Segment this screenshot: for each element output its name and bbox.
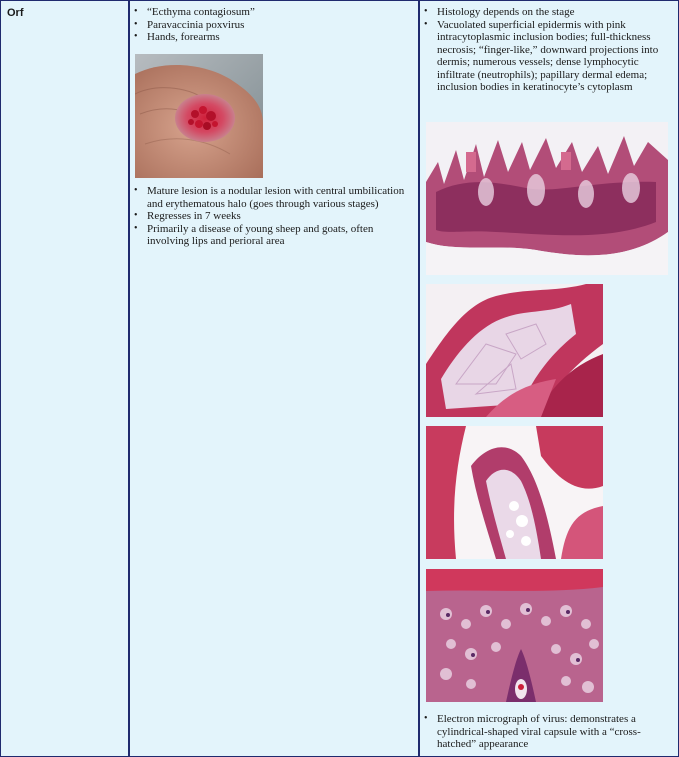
clinical-photo — [135, 54, 263, 178]
term-column — [1, 1, 128, 756]
disease-term: Orf — [7, 7, 24, 19]
list-item: • Hands, forearms — [132, 31, 412, 44]
histology-micrograph-low-power — [426, 122, 668, 275]
clinical-column — [130, 1, 417, 756]
list-item: • “Ecthyma contagiosum” — [132, 6, 412, 19]
histology-micrograph-vacuolated-epidermis — [426, 426, 603, 559]
histology-top-list — [422, 6, 674, 94]
histology-bottom-list — [422, 713, 674, 751]
list-item: • Primarily a disease of young sheep and goats, often involving lips and perioral area — [132, 223, 410, 248]
list-item: • Mature lesion is a nodular lesion with central umbilication and erythematous halo (goes through various stages) — [132, 185, 410, 210]
list-item: • Paravaccinia poxvirus — [132, 19, 412, 32]
histology-micrograph-finger-projections — [426, 284, 603, 417]
list-item: • Histology depends on the stage — [422, 6, 674, 19]
list-item: • Electron micrograph of virus: demonstrates a cylindrical-shaped viral capsule with a “cross-hatched” appearance — [422, 713, 674, 751]
clinical-bottom-list — [132, 185, 410, 248]
histology-column — [420, 1, 678, 756]
histology-micrograph-high-power — [426, 569, 603, 702]
clinical-top-list — [132, 6, 412, 44]
list-item: • Vacuolated superficial epidermis with pink intracytoplasmic inclusion bodies; full-thickness necrosis; “finger-like,” downward projections into dermis; numerous vessels; dense lymphocytic infiltrate (neutrophils); papillary dermal edema; inclusion bodies in keratinocyte’s cytoplasm — [422, 19, 674, 94]
list-item: • Regresses in 7 weeks — [132, 210, 410, 223]
